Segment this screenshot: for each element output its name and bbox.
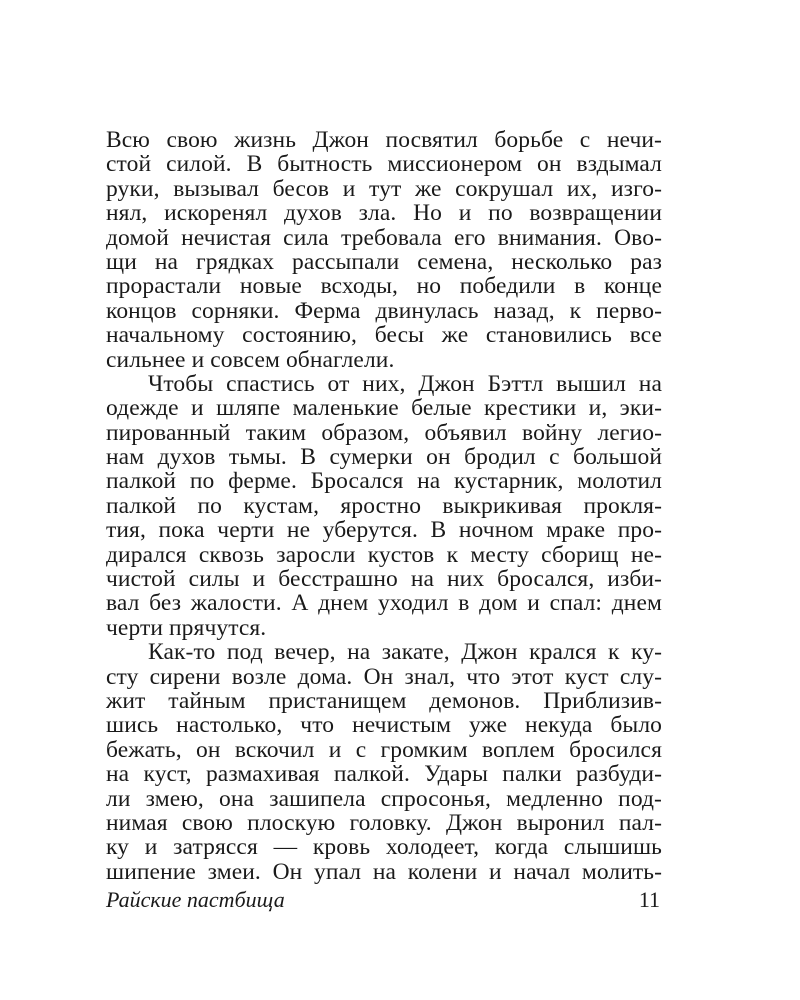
- text-line: концов сорняки. Ферма двинулась назад, к перво-: [106, 297, 662, 324]
- text-line: нам духов тьмы. В сумерки он бродил с большой: [106, 444, 662, 471]
- text-line: вал без жалости. А днем уходил в дом и спал: днем: [106, 590, 662, 617]
- text-line: домой нечистая сила требовала его внимания. Ово-: [106, 224, 662, 251]
- text-line: одежде и шляпе маленькие белые крестики и, эки-: [106, 395, 662, 422]
- text-line: стой силой. В бытность миссионером он вздымал: [106, 151, 662, 178]
- text-line: палкой по кустам, яростно выкрикивая прокля-: [106, 492, 662, 519]
- text-line: прорастали новые всходы, но победили в конце: [106, 273, 662, 300]
- text-line: жит тайным пристанищем демонов. Приблизив-: [106, 687, 662, 714]
- text-line: щи на грядках рассыпали семена, несколько раз: [106, 248, 662, 275]
- text-line: ку и затрясся — кровь холодеет, когда слышишь: [106, 834, 662, 861]
- paragraph-3: [106, 640, 662, 884]
- text-line: ли змею, она зашипела спросонья, медленно под-: [106, 785, 662, 812]
- text-line: на куст, размахивая палкой. Удары палки разбуди-: [106, 761, 662, 788]
- text-line: палкой по ферме. Бросался на кустарник, молотил: [106, 468, 662, 495]
- page-number: 11: [638, 887, 660, 912]
- body-text: [106, 128, 662, 884]
- text-line: Как-то под вечер, на закате, Джон крался к ку-: [148, 639, 662, 666]
- text-line: нял, искоренял духов зла. Но и по возвращении: [106, 200, 662, 227]
- text-line: сильнее и совсем обнаглели.: [106, 346, 395, 373]
- text-line: руки, вызывал бесов и тут же сокрушал их, изго-: [106, 175, 662, 202]
- paragraph-1: [106, 128, 662, 372]
- running-footer-title: Райские пастбища: [106, 887, 285, 912]
- text-line: чистой силы и бесстрашно на них бросался, изби-: [106, 566, 662, 593]
- text-line: тия, пока черти не уберутся. В ночном мраке про-: [106, 517, 662, 544]
- text-line: черти прячутся.: [106, 614, 267, 641]
- text-line: бежать, он вскочил и с громким воплем бросился: [106, 736, 662, 763]
- text-line: Чтобы спастись от них, Джон Бэттл вышил на: [148, 370, 662, 397]
- text-line: нимая свою плоскую головку. Джон выронил пал-: [106, 809, 662, 836]
- text-line: шись настолько, что нечистым уже некуда было: [106, 712, 662, 739]
- text-line: пированный таким образом, объявил войну легио-: [106, 419, 662, 446]
- text-line: сту сирени возле дома. Он знал, что этот куст слу-: [106, 663, 662, 690]
- text-line: Всю свою жизнь Джон посвятил борьбе с нечи-: [106, 127, 662, 153]
- text-line: шипение змеи. Он упал на колени и начал молить-: [106, 858, 662, 885]
- text-line: дирался сквозь заросли кустов к месту сборищ не-: [106, 541, 662, 568]
- paragraph-2: [106, 372, 662, 640]
- text-line: начальному состоянию, бесы же становились все: [106, 322, 662, 349]
